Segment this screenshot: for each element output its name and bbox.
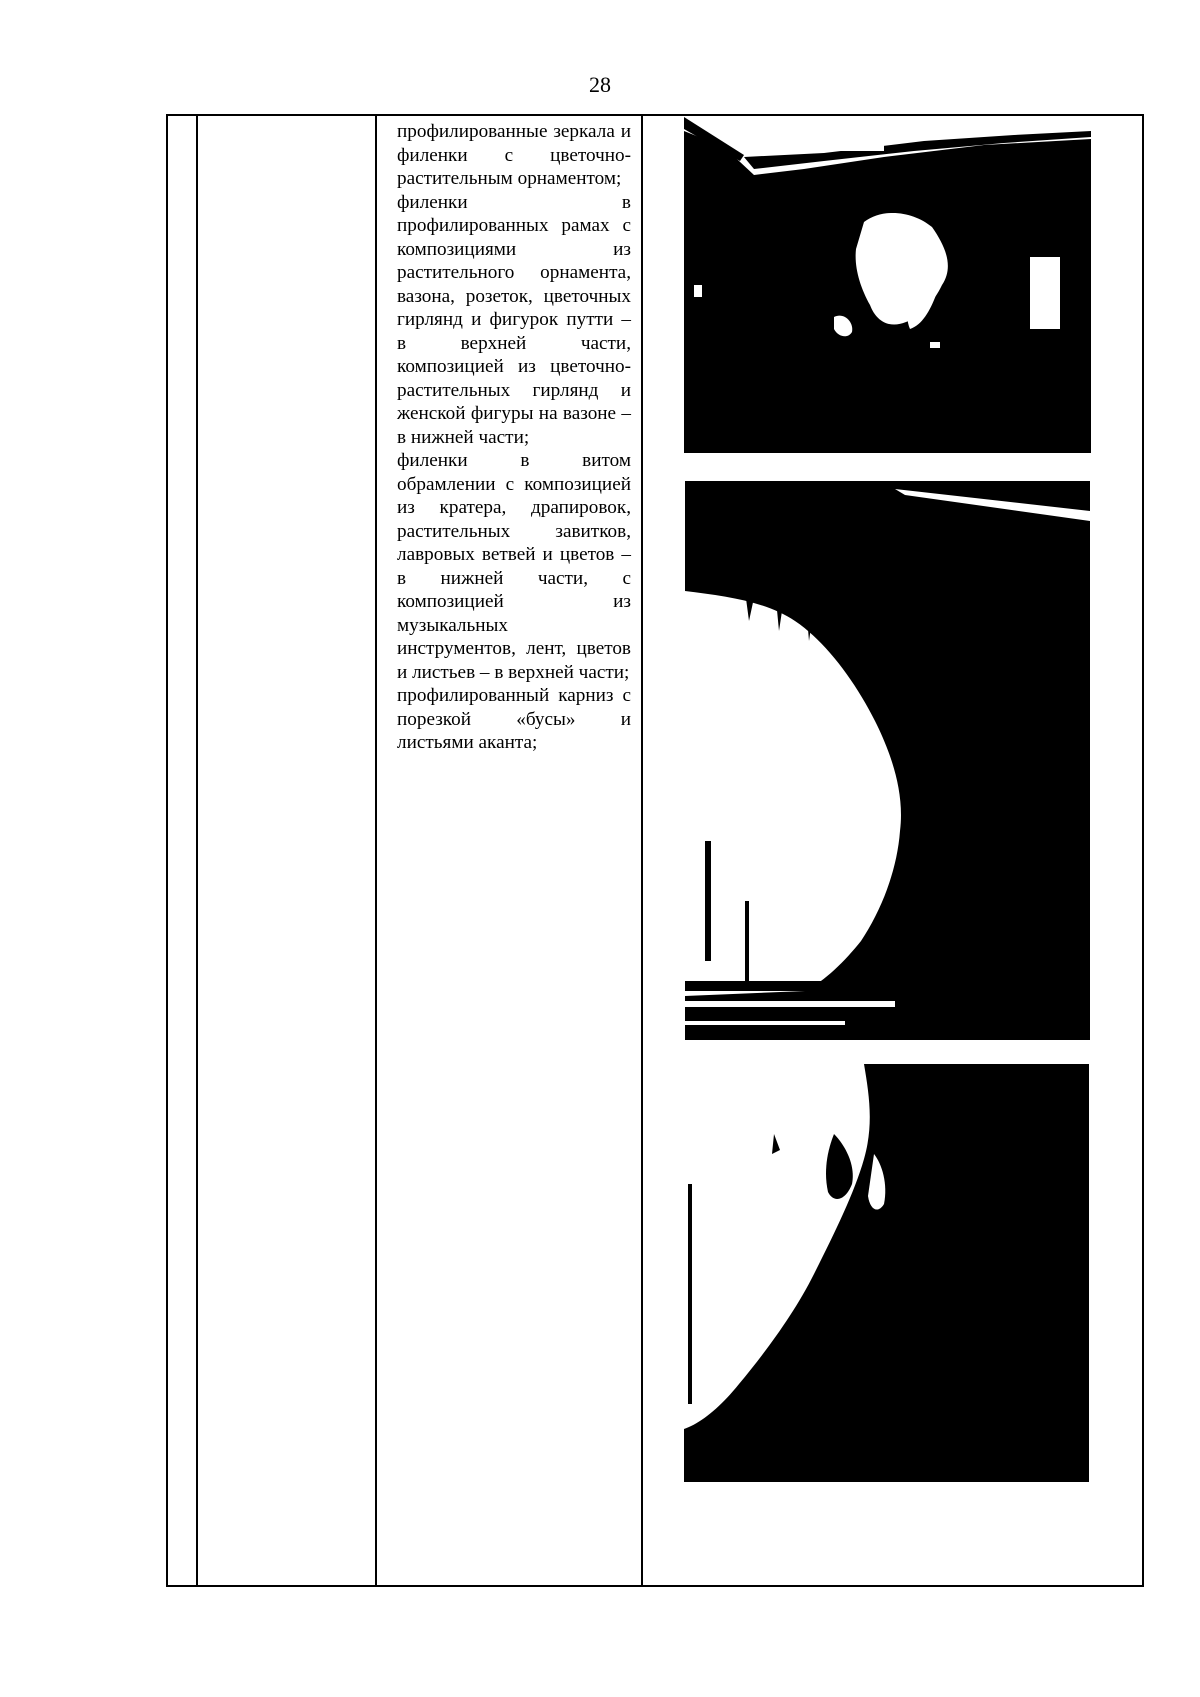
description-paragraph: профилированные зеркала и филенки с цветочно-растительным орнаментом; bbox=[397, 121, 631, 189]
description-paragraph: профилированный карниз с порезкой «бусы» и листьями аканта; bbox=[397, 685, 631, 753]
interior-photo-3 bbox=[684, 1064, 1089, 1482]
column-divider-2 bbox=[375, 116, 377, 1585]
description-paragraph: филенки в витом обрамлении с композицией из кратера, драпировок, растительных завитков, лавровых ветвей и цветов – в нижней части, с композицией из музыкальных инструментов, лент, цветов и листьев – в верхней части; bbox=[397, 450, 631, 683]
interior-photo-2 bbox=[685, 481, 1090, 1040]
page-number: 28 bbox=[589, 72, 611, 97]
description-paragraph: филенки в профилированных рамах с композициями из растительного орнамента, вазона, розеток, цветочных гирлянд и фигурок путти – в верхней части, композицией из цветочно-растительных гирлянд и женской фигуры на вазоне – в нижней части; bbox=[397, 191, 631, 448]
description-cell bbox=[387, 116, 641, 755]
column-divider-3 bbox=[641, 116, 643, 1585]
interior-photo-1 bbox=[684, 117, 1091, 453]
column-divider-1 bbox=[196, 116, 198, 1585]
